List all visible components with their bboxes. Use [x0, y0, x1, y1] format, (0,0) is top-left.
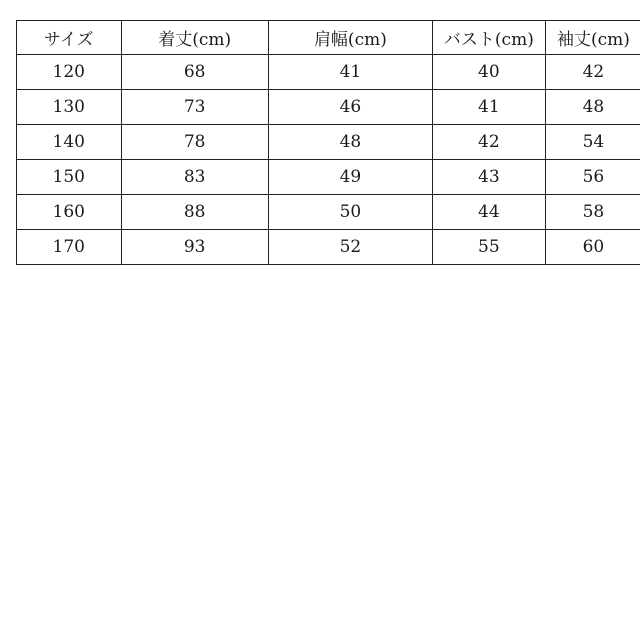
cell-sleeve-length: 60	[545, 230, 640, 265]
header-sleeve-length: 袖丈(cm)	[545, 21, 640, 55]
header-length: 着丈(cm)	[121, 21, 268, 55]
cell-bust: 42	[432, 125, 545, 160]
table-row	[17, 230, 640, 265]
cell-shoulder-width: 52	[268, 230, 432, 265]
cell-sleeve-length: 58	[545, 195, 640, 230]
size-chart-table	[16, 20, 640, 265]
table-row	[17, 195, 640, 230]
cell-shoulder-width: 46	[268, 90, 432, 125]
table-row	[17, 55, 640, 90]
table-row	[17, 160, 640, 195]
header-row	[17, 21, 640, 55]
cell-shoulder-width: 48	[268, 125, 432, 160]
cell-bust: 40	[432, 55, 545, 90]
cell-size: 160	[17, 195, 122, 230]
header-bust: バスト(cm)	[432, 21, 545, 55]
cell-sleeve-length: 54	[545, 125, 640, 160]
cell-bust: 55	[432, 230, 545, 265]
cell-length: 88	[121, 195, 268, 230]
cell-sleeve-length: 42	[545, 55, 640, 90]
cell-size: 140	[17, 125, 122, 160]
cell-bust: 43	[432, 160, 545, 195]
cell-sleeve-length: 56	[545, 160, 640, 195]
cell-length: 78	[121, 125, 268, 160]
table-header	[17, 21, 640, 55]
table-row	[17, 90, 640, 125]
table-row	[17, 125, 640, 160]
cell-length: 73	[121, 90, 268, 125]
cell-length: 93	[121, 230, 268, 265]
cell-size: 120	[17, 55, 122, 90]
cell-bust: 41	[432, 90, 545, 125]
cell-bust: 44	[432, 195, 545, 230]
cell-size: 170	[17, 230, 122, 265]
cell-size: 130	[17, 90, 122, 125]
header-size: サイズ	[17, 21, 122, 55]
cell-length: 68	[121, 55, 268, 90]
cell-shoulder-width: 50	[268, 195, 432, 230]
cell-size: 150	[17, 160, 122, 195]
cell-sleeve-length: 48	[545, 90, 640, 125]
header-shoulder-width: 肩幅(cm)	[268, 21, 432, 55]
cell-shoulder-width: 49	[268, 160, 432, 195]
cell-shoulder-width: 41	[268, 55, 432, 90]
cell-length: 83	[121, 160, 268, 195]
table-body	[17, 55, 640, 265]
